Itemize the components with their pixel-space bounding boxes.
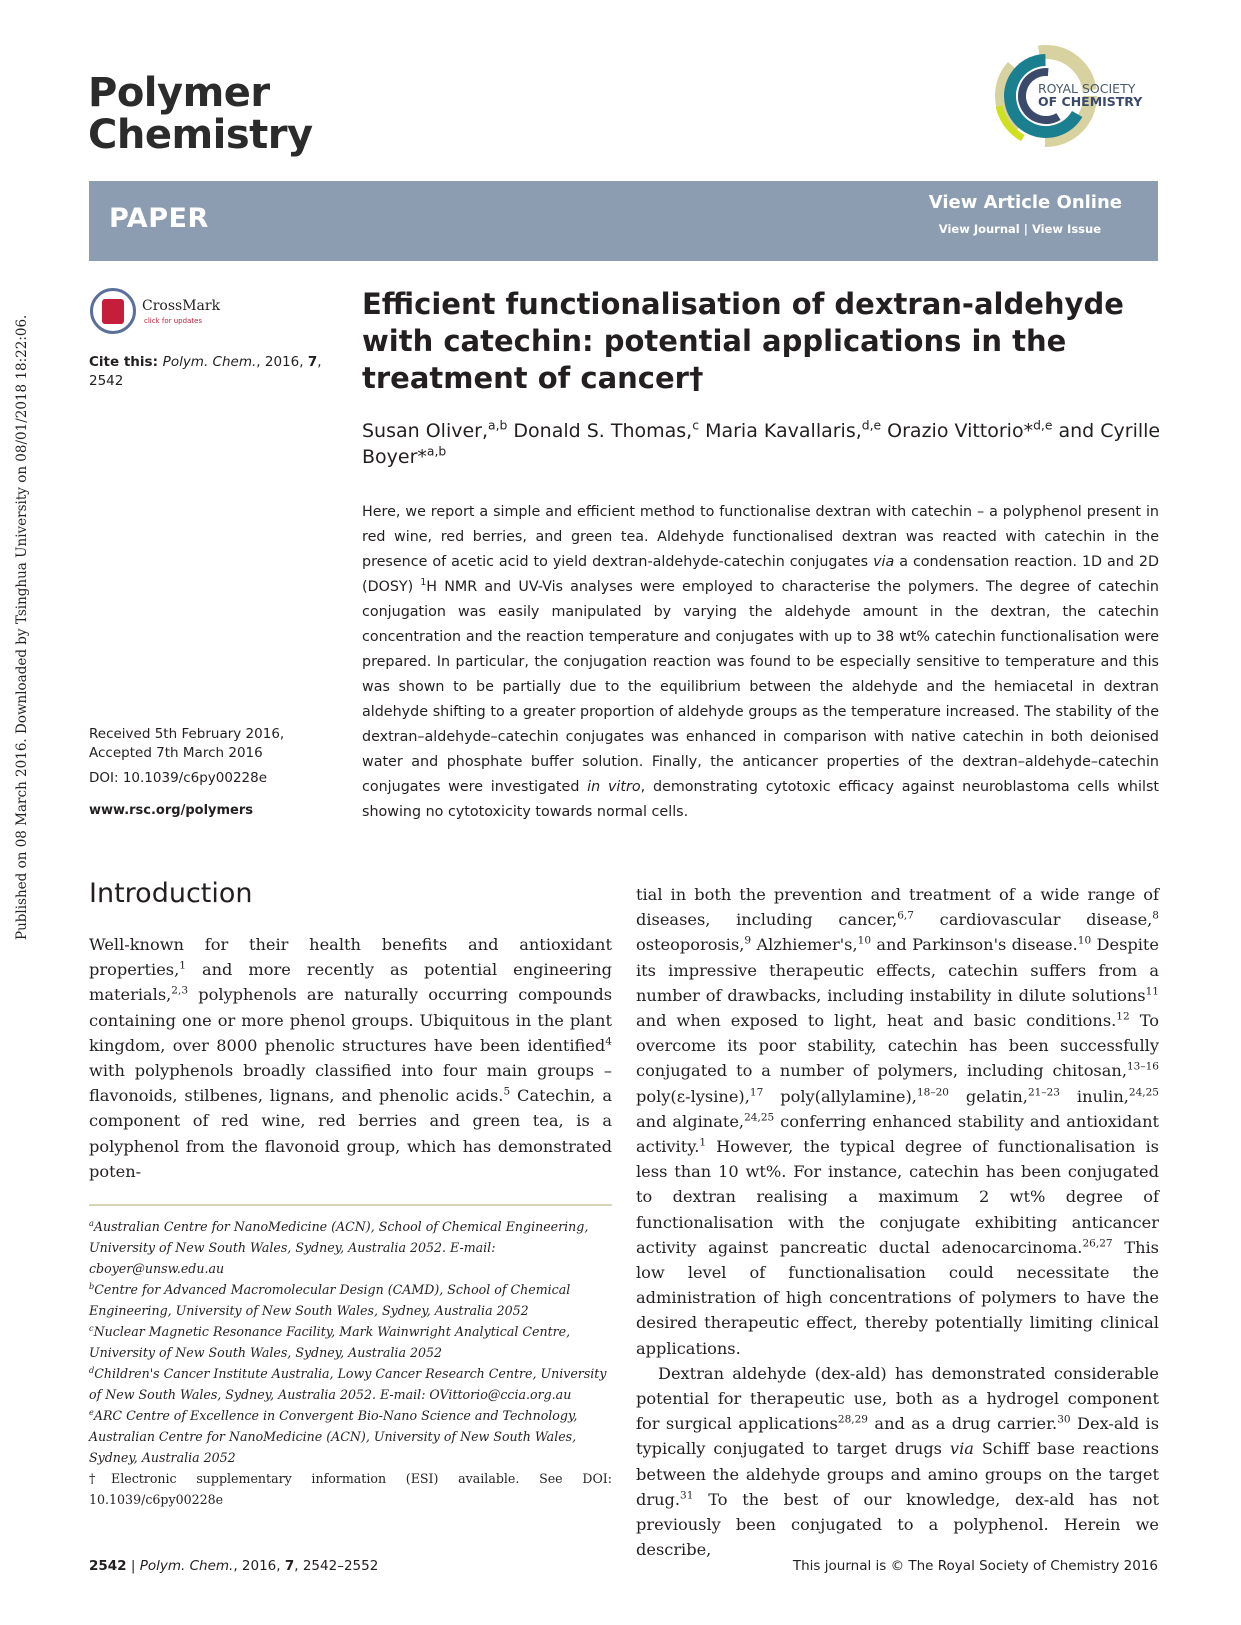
citation: Cite this: Polym. Chem., 2016, 7, 2542: [89, 354, 322, 389]
accepted-date: Accepted 7th March 2016: [89, 745, 263, 761]
paragraph: Well-known for their health benefits and antioxidant properties,$^1$ and more recently as potential engineering materials,$^{2,3}$ polyphenols are naturally occurring compounds containing one or more phenol groups. Ubiquitous in the plant kingdom, over 8000 phenolic structures have been identified$^4$ with polyphenols broadly classified into four main groups – flavonoids, stilbenes, lignans, and phenolic acids.$^5$ Catechin, a component of red wine, red berries and green tea, is a polyphenol from the flavonoid group, which has demonstrated poten-: [89, 935, 612, 1181]
footnote: $^d$Children's Cancer Institute Australia, Lowy Cancer Research Centre, University of New South Wales, Sydney, Australia 2052. E-mail: OVittorio@ccia.org.au: [89, 1364, 607, 1402]
journal-issue-links: View Journal | View Issue: [938, 222, 1101, 236]
body-column-right: [636, 882, 1159, 1562]
view-article-online-link[interactable]: View Article Online: [928, 192, 1122, 213]
paragraph: tial in both the prevention and treatment of a wide range of diseases, including cancer,$^{6,7}$ cardiovascular disease,$^8$ osteoporosis,$^9$ Alzhiemer's,$^{10}$ and Parkinson's disease.$^{10}$ Despite its impressive therapeutic effects, catechin suffers from a number of drawbacks, including instability in dilute solutions$^{11}$ and when exposed to light, heat and basic conditions.$^{12}$ To overcome its poor stability, catechin has been successfully conjugated to a number of polymers, including chitosan,$^{13-16}$ poly(ε-lysine),$^{17}$ poly(allylamine),$^{18-20}$ gelatin,$^{21-23}$ inulin,$^{24,25}$ and alginate,$^{24,25}$ conferring enhanced stability and antioxidant activity.$^1$ However, the typical degree of functionalisation is less than 10 wt%. For instance, catechin has been conjugated to dextran realising a maximum 2 wt% degree of functionalisation with the conjugate exhibiting anticancer activity against pancreatic ductal adenocarcinoma.$^{26,27}$ This low level of functionalisation could necessitate the administration of high concentrations of polymers to have the desired therapeutic effect, thereby potentially limiting clinical applications.: [636, 885, 1160, 1358]
copyright-notice: This journal is © The Royal Society of Chemistry 2016: [792, 1558, 1158, 1574]
view-issue-link[interactable]: View Issue: [1031, 222, 1101, 236]
journal-name[interactable]: Polymer Chemistry: [88, 70, 313, 158]
rsc-logo-icon[interactable]: [990, 40, 1158, 152]
footnote: $^c$Nuclear Magnetic Resonance Facility, Mark Wainwright Analytical Centre, University of New South Wales, Sydney, Australia 2052: [89, 1322, 571, 1360]
article-type: PAPER: [109, 203, 209, 234]
received-date: Received 5th February 2016,: [89, 726, 285, 742]
footnote: $^b$Centre for Advanced Macromolecular Design (CAMD), School of Chemical Engineering, University of New South Wales, Sydney, Australia 2052: [89, 1280, 571, 1318]
author[interactable]: and Cyrille Boyer*: [362, 420, 1161, 468]
page-footer-citation: 2542 | Polym. Chem., 2016, 7, 2542–2552: [89, 1558, 379, 1574]
download-watermark: Published on 08 March 2016. Downloaded by Tsinghua University on 08/01/2018 18:22:06.: [14, 314, 30, 940]
author[interactable]: Orazio Vittorio*: [881, 420, 1034, 442]
crossmark-icon: [90, 288, 136, 334]
affiliation-footnotes: [89, 1216, 612, 1510]
doi[interactable]: DOI: 10.1039/c6py00228e: [89, 770, 268, 786]
rsc-logo-text: ROYAL SOCIETY OF CHEMISTRY: [1038, 81, 1143, 109]
footnote-divider: [89, 1204, 612, 1206]
article-banner: [89, 181, 1158, 261]
author[interactable]: Donald S. Thomas,: [507, 420, 693, 442]
view-journal-link[interactable]: View Journal: [938, 222, 1020, 236]
section-heading: Introduction: [89, 878, 253, 909]
article-history: [89, 725, 329, 788]
author[interactable]: Susan Oliver,: [362, 420, 489, 442]
esi-note[interactable]: †Electronic supplementary information (ESI) available. See DOI: 10.1039/c6py00228e: [89, 1471, 612, 1507]
abstract: Here, we report a simple and efficient method to functionalise dextran with catechin – a polyphenol present in red wine, red berries, and green tea. Aldehyde functionalised dextran was reacted with catechin in the presence of acetic acid to yield dextran-aldehyde-catechin conjugates via a condensation reaction. 1D and 2D (DOSY) $^1$H NMR and UV-Vis analyses were employed to characterise the polymers. The degree of catechin conjugation was easily manipulated by varying the aldehyde amount in the dextran, the catechin concentration and the reaction temperature and conjugates with up to 38 wt% catechin functionalisation were prepared. In particular, the conjugation reaction was found to be especially sensitive to temperature and this was shown to be partially due to the equilibrium between the aldehyde and the hemiacetal in dextran aldehyde shifting to a greater proportion of aldehyde groups as the temperature increased. The stability of the dextran–aldehyde–catechin conjugates was enhanced in comparison with native catechin in both deionised water and phosphate buffer solution. Finally, the anticancer properties of the dextran–aldehyde–catechin conjugates were investigated in vitro, demonstrating cytotoxic efficacy against neuroblastoma cells whilst showing no cytotoxicity towards normal cells.: [362, 504, 1159, 820]
journal-url-link[interactable]: www.rsc.org/polymers: [89, 803, 254, 818]
paragraph: Dextran aldehyde (dex-ald) has demonstrated considerable potential for therapeutic use, both as a hydrogel component for surgical applications$^{28,29}$ and as a drug carrier.$^{30}$ Dex-ald is typically conjugated to target drugs via Schiff base reactions between the aldehyde groups and amino groups on the target drug.$^{31}$ To the best of our knowledge, dex-ald has not previously been conjugated to a polyphenol. Herein we describe,: [636, 1363, 1160, 1560]
body-column-left: [89, 932, 612, 1184]
author-list: Susan Oliver,$^{a,b}$ Donald S. Thomas,$^c$ Maria Kavallaris,$^{d,e}$ Orazio Vittorio*$^{d,e}$ and Cyrille Boyer*$^{a,b}$: [362, 418, 1161, 468]
author[interactable]: Maria Kavallaris,: [699, 420, 862, 442]
crossmark-button[interactable]: CrossMark click for updates: [90, 288, 230, 338]
footnote: $^e$ARC Centre of Excellence in Convergent Bio-Nano Science and Technology, Australian Centre for NanoMedicine (ACN), University of New South Wales, Sydney, Australia 2052: [89, 1406, 578, 1465]
article-title: Efficient functionalisation of dextran-aldehyde with catechin: potential applications in the treatment of cancer†: [362, 287, 1124, 395]
footnote: $^a$Australian Centre for NanoMedicine (ACN), School of Chemical Engineering, University of New South Wales, Sydney, Australia 2052. E-mail: cboyer@unsw.edu.au: [89, 1217, 589, 1276]
